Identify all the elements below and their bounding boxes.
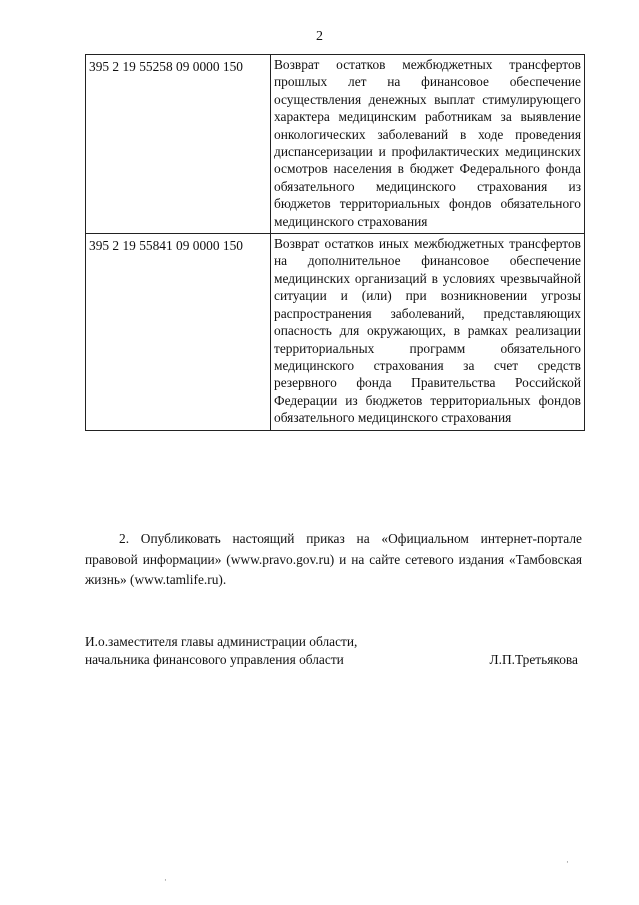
- publication-paragraph: 2. Опубликовать настоящий приказ на «Официальном интернет-портале правовой информации» (www.pravo.gov.ru) и на сайте сетевого издания «Тамбовская жизнь» (www.tamlife.ru).: [85, 531, 582, 587]
- table-row: [86, 234, 585, 430]
- description-cell: Возврат остатков иных межбюджетных трансфертов на дополнительное финансовое обеспечение медицинских организаций в условиях чрезвычайной ситуации и (или) при возникновении угрозы распространения заболеваний, представляющих опасность для окружающих, в рамках реализации территориальных программ обязательного медицинского страхования за счет средств резервного фонда Правительства Российской Федерации из бюджетов территориальных фондов обязательного медицинского страхования: [271, 234, 585, 430]
- scan-speck: ·: [566, 858, 569, 868]
- budget-code-cell: 395 2 19 55841 09 0000 150: [86, 234, 271, 430]
- signatory-title-line-1: И.о.заместителя главы администрации области,: [85, 634, 358, 649]
- page-number: 2: [316, 29, 323, 44]
- budget-classification-table: [85, 54, 585, 431]
- scan-speck: ·: [164, 876, 167, 886]
- signature-block: [85, 633, 578, 668]
- description-cell: Возврат остатков межбюджетных трансфертов прошлых лет на финансовое обеспечение осуществления денежных выплат стимулирующего характера медицинским работникам за выявление онкологических заболеваний в ходе проведения диспансеризации и профилактических медицинских осмотров населения в бюджет Федерального фонда обязательного медицинского страхования из бюджетов территориальных фондов обязательного медицинского страхования: [271, 55, 585, 234]
- table-row: [86, 55, 585, 234]
- signatory-name: Л.П.Третьякова: [489, 651, 578, 667]
- budget-code-cell: 395 2 19 55258 09 0000 150: [86, 55, 271, 234]
- signatory-title-line-2: начальника финансового управления области: [85, 651, 344, 667]
